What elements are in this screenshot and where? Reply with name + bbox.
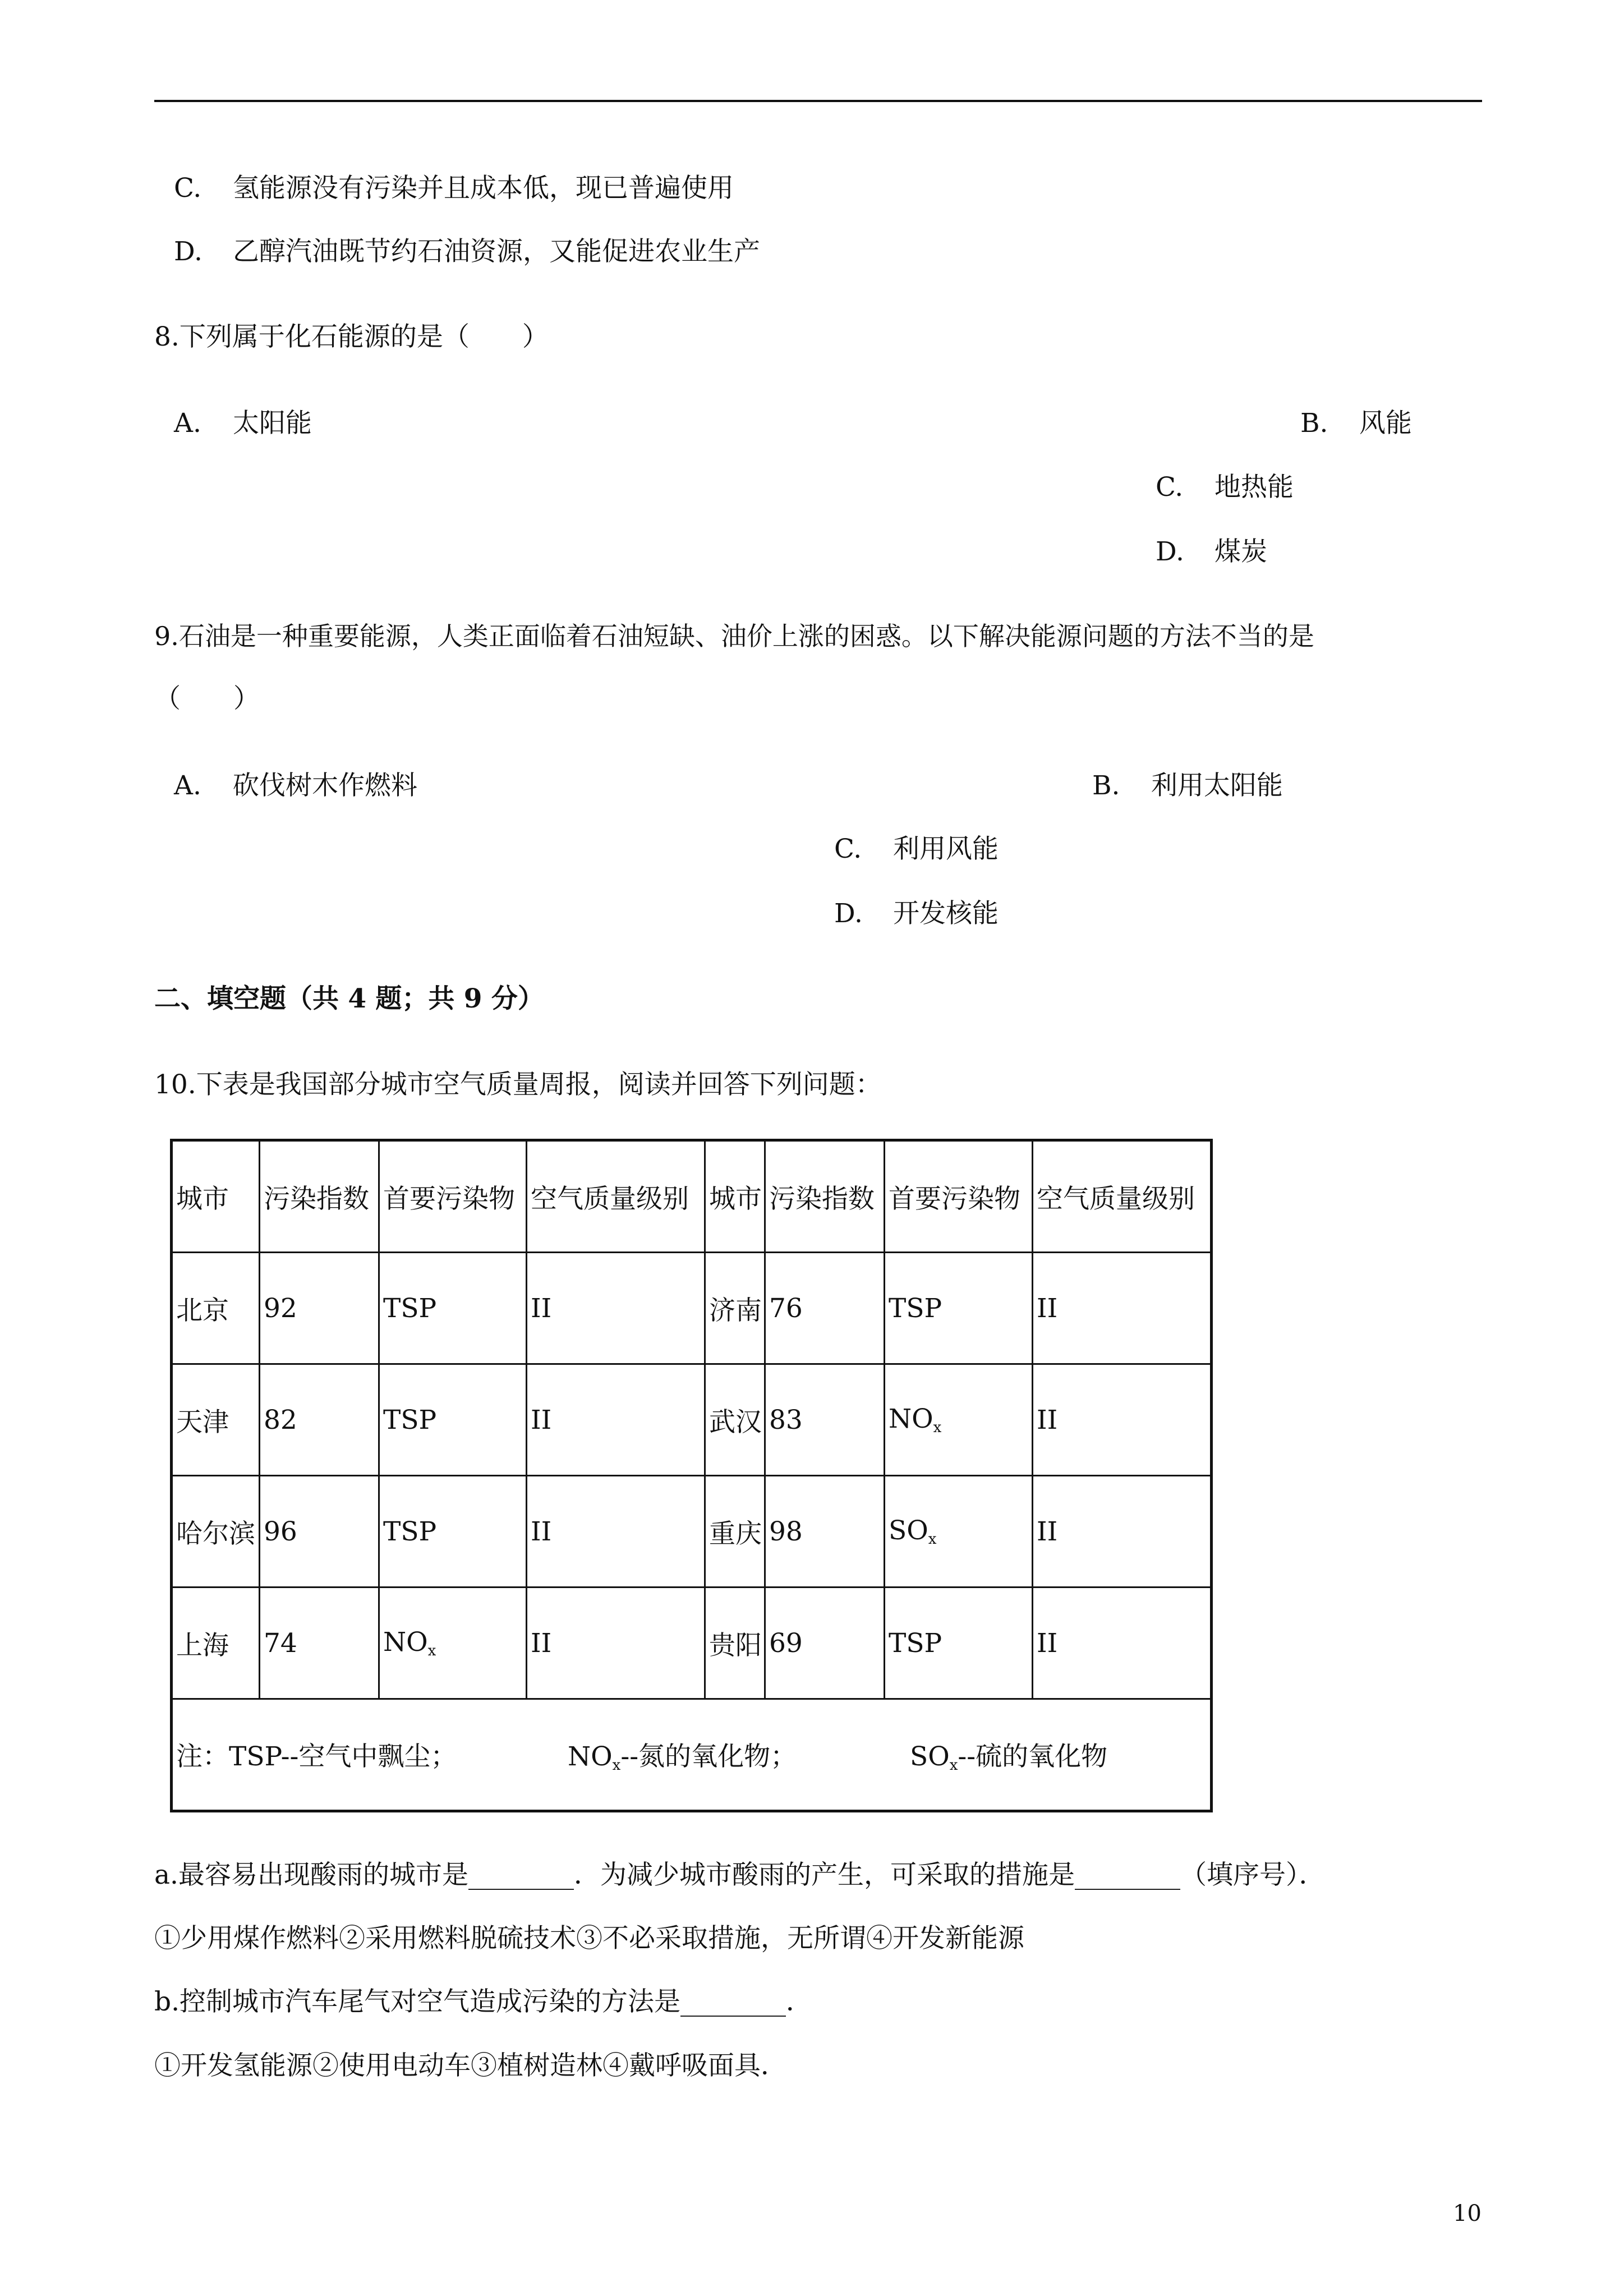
pollutant-formula: NO [383, 1627, 428, 1658]
subscript-x: x [928, 1531, 937, 1548]
page-number: 10 [1453, 2201, 1482, 2226]
table-cell: II [527, 1364, 705, 1476]
table-cell: 哈尔滨 [172, 1476, 260, 1588]
table-cell: II [527, 1588, 705, 1699]
table-cell: 武汉 [705, 1364, 765, 1476]
table-cell [885, 1476, 1033, 1588]
q10-part-b: b.控制城市汽车尾气对空气造成污染的方法是________． [154, 1986, 813, 2017]
q10-part-a-options: ①少用煤作燃料②采用燃料脱硫技术③不必采取措施，无所谓④开发新能源 [154, 1923, 1024, 1954]
table-header-row [172, 1140, 1212, 1253]
header-cell: 城市 [172, 1140, 260, 1253]
q8-option-a-letter: A. [174, 408, 201, 439]
q9-option-b-text: 利用太阳能 [1151, 770, 1283, 801]
table-cell: 83 [765, 1364, 885, 1476]
q8-option-b-text: 风能 [1359, 408, 1412, 439]
q7-option-d [174, 238, 760, 265]
q9-option-d-letter: D. [834, 898, 863, 929]
q8-option-c [1156, 472, 1294, 503]
air-quality-table [170, 1139, 1213, 1812]
table-row [172, 1364, 1212, 1476]
table-cell: II [1033, 1588, 1212, 1699]
note-nox-formula: NO [568, 1741, 613, 1772]
q9-option-c [834, 836, 999, 862]
table-cell: 贵阳 [705, 1588, 765, 1699]
table-cell: II [1033, 1364, 1212, 1476]
table-cell: 74 [260, 1588, 379, 1699]
q8-option-d-letter: D. [1156, 536, 1184, 567]
subscript-x: x [933, 1419, 942, 1436]
q8-option-c-letter: C. [1156, 472, 1184, 503]
table-cell: TSP [379, 1253, 527, 1364]
q9-option-b-letter: B. [1092, 770, 1120, 801]
header-cell: 首要污染物 [885, 1140, 1033, 1253]
q8-option-c-text: 地热能 [1214, 472, 1294, 503]
table-note-row [172, 1699, 1212, 1811]
note-tsp: 注：TSP--空气中飘尘； [176, 1741, 457, 1772]
table-note [172, 1699, 1212, 1811]
q8-option-a-text: 太阳能 [233, 408, 312, 439]
q10-stem: 10.下表是我国部分城市空气质量周报，阅读并回答下列问题： [154, 1069, 882, 1100]
header-cell: 污染指数 [260, 1140, 379, 1253]
header-cell: 污染指数 [765, 1140, 885, 1253]
subscript-x: x [949, 1757, 958, 1774]
q7-option-c [174, 173, 734, 204]
q8-option-b [1300, 408, 1412, 439]
q8-stem: 8.下列属于化石能源的是（ ） [154, 321, 549, 352]
table-cell: TSP [379, 1364, 527, 1476]
table-cell: 96 [260, 1476, 379, 1588]
table-cell: 98 [765, 1476, 885, 1588]
table-cell: II [527, 1253, 705, 1364]
q9-option-a-letter: A. [174, 770, 201, 801]
table-cell: 北京 [172, 1253, 260, 1364]
q7-option-d-letter: D. [174, 236, 203, 267]
header-cell: 首要污染物 [379, 1140, 527, 1253]
table-cell: II [527, 1476, 705, 1588]
q7-option-d-text: 乙醇汽油既节约石油资源，又能促进农业生产 [233, 236, 760, 267]
table-cell: TSP [379, 1476, 527, 1588]
q9-option-d-text: 开发核能 [893, 898, 999, 929]
table-cell: II [1033, 1253, 1212, 1364]
header-cell: 城市 [705, 1140, 765, 1253]
table-cell: 76 [765, 1253, 885, 1364]
q8-option-d-text: 煤炭 [1214, 536, 1267, 567]
note-sox-text: --硫的氧化物 [958, 1741, 1108, 1772]
q8-option-b-letter: B. [1300, 408, 1328, 439]
q8-option-d [1156, 536, 1267, 567]
q10-part-b-options: ①开发氢能源②使用电动车③植树造林④戴呼吸面具． [154, 2050, 787, 2081]
table-cell: 92 [260, 1253, 379, 1364]
note-nox-text: --氮的氧化物； [620, 1741, 797, 1772]
table-cell: TSP [885, 1253, 1033, 1364]
note-sox [910, 1736, 1107, 1774]
q9-stem-line2: （ ） [154, 683, 260, 714]
table-cell [885, 1364, 1033, 1476]
q9-stem-line1: 9.石油是一种重要能源，人类正面临着石油短缺、油价上涨的困惑。以下解决能源问题的方法不当的是 [154, 621, 1314, 651]
table-cell [379, 1588, 527, 1699]
header-rule [154, 100, 1482, 102]
table-cell: 上海 [172, 1588, 260, 1699]
q10-part-a: a.最容易出现酸雨的城市是________．为减少城市酸雨的产生，可采取的措施是________（填序号）． [154, 1860, 1326, 1890]
subscript-x: x [612, 1757, 621, 1774]
table-cell: TSP [885, 1588, 1033, 1699]
table-cell: 天津 [172, 1364, 260, 1476]
pollutant-formula: NO [889, 1404, 933, 1434]
q9-option-b [1092, 772, 1283, 799]
q9-option-c-letter: C. [834, 834, 862, 864]
q7-option-c-text: 氢能源没有污染并且成本低，现已普遍使用 [233, 173, 734, 204]
section-heading: 二、填空题（共 4 题；共 9 分） [154, 983, 544, 1014]
header-cell: 空气质量级别 [527, 1140, 705, 1253]
table-cell: 济南 [705, 1253, 765, 1364]
table-row [172, 1476, 1212, 1588]
note-nox [568, 1736, 910, 1774]
table-cell: 重庆 [705, 1476, 765, 1588]
q9-option-d [834, 900, 999, 927]
header-cell: 空气质量级别 [1033, 1140, 1212, 1253]
q9-option-a [174, 772, 417, 799]
table-row [172, 1588, 1212, 1699]
table-row [172, 1253, 1212, 1364]
table-cell: II [1033, 1476, 1212, 1588]
q9-option-a-text: 砍伐树木作燃料 [233, 770, 417, 801]
subscript-x: x [427, 1642, 436, 1659]
q7-option-c-letter: C. [174, 173, 202, 204]
table-cell: 69 [765, 1588, 885, 1699]
q9-option-c-text: 利用风能 [893, 834, 999, 864]
pollutant-formula: SO [889, 1515, 928, 1546]
q8-option-a [174, 408, 312, 439]
table-cell: 82 [260, 1364, 379, 1476]
note-sox-formula: SO [910, 1741, 950, 1772]
